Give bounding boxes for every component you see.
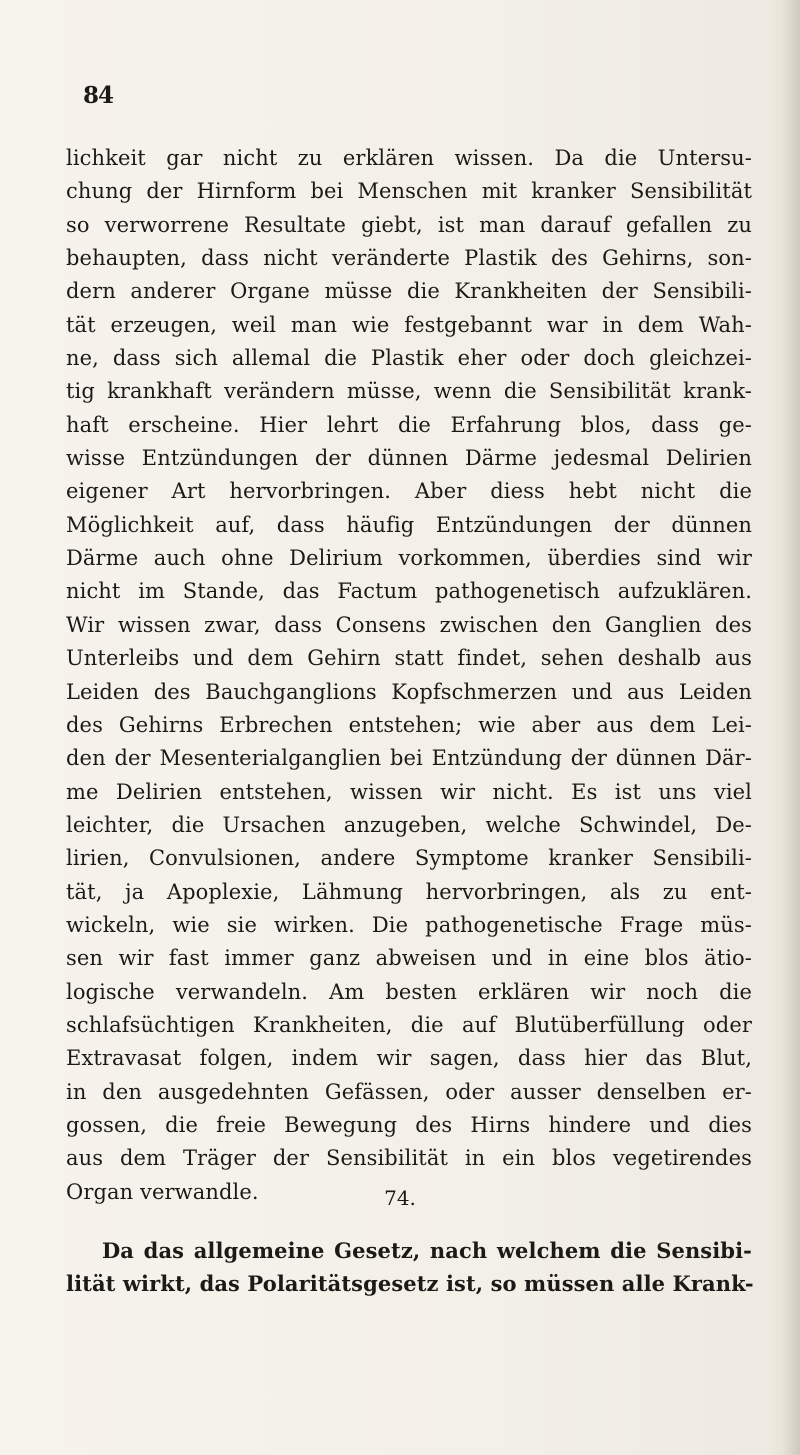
- paragraph: [66, 142, 752, 1209]
- text-line: dern anderer Organe müsse die Krankheiten der Sensibili-: [66, 279, 752, 304]
- text-line: so verworrene Resultate giebt, ist man darauf gefallen zu: [66, 212, 752, 237]
- text-line: Wir wissen zwar, dass Consens zwischen den Ganglien des: [66, 612, 752, 637]
- text-line: gossen, die freie Bewegung des Hirns hindere und dies: [66, 1112, 752, 1137]
- text-line: Därme auch ohne Delirium vorkommen, überdies sind wir: [66, 546, 752, 571]
- text-line: haft erscheine. Hier lehrt die Erfahrung blos, dass ge-: [66, 412, 752, 437]
- text-line: Da das allgemeine Gesetz, nach welchem die Sensibi-: [102, 1238, 752, 1263]
- section-paragraph: [66, 1234, 752, 1301]
- section-number: 74.: [384, 1186, 416, 1210]
- text-line: nicht im Stande, das Factum pathogenetisch aufzuklären.: [66, 579, 752, 604]
- text-line: me Delirien entstehen, wissen wir nicht. Es ist uns viel: [66, 779, 752, 804]
- text-line: schlafsüchtigen Krankheiten, die auf Blutüberfüllung oder: [66, 1012, 752, 1037]
- text-line: den der Mesenterialganglien bei Entzündung der dünnen Där-: [66, 746, 752, 771]
- text-line: leichter, die Ursachen anzugeben, welche Schwindel, De-: [66, 812, 752, 837]
- text-line: Organ verwandle.: [66, 1179, 259, 1204]
- text-line: Extravasat folgen, indem wir sagen, dass hier das Blut,: [66, 1046, 752, 1071]
- text-line: in den ausgedehnten Gefässen, oder ausser denselben er-: [66, 1079, 752, 1104]
- text-line: lität wirkt, das Polaritätsgesetz ist, so müssen alle Krank-: [66, 1271, 754, 1297]
- text-line: des Gehirns Erbrechen entstehen; wie aber aus dem Lei-: [66, 712, 752, 737]
- text-line: tig krankhaft verändern müsse, wenn die Sensibilität krank-: [66, 379, 752, 404]
- text-line: wickeln, wie sie wirken. Die pathogenetische Frage müs-: [66, 912, 752, 937]
- text-line: ne, dass sich allemal die Plastik eher oder doch gleichzei-: [66, 346, 752, 371]
- text-line: behaupten, dass nicht veränderte Plastik des Gehirns, son-: [66, 246, 752, 271]
- text-line: sen wir fast immer ganz abweisen und in eine blos ätio-: [66, 946, 752, 971]
- text-line: Möglichkeit auf, dass häufig Entzündungen der dünnen: [66, 512, 752, 537]
- text-line: Unterleibs und dem Gehirn statt findet, sehen deshalb aus: [66, 646, 752, 671]
- text-line: tät erzeugen, weil man wie festgebannt war in dem Wah-: [66, 312, 752, 337]
- page-number: 84: [83, 82, 114, 109]
- text-line: Leiden des Bauchganglions Kopfschmerzen und aus Leiden: [66, 679, 752, 704]
- text-line: wisse Entzündungen der dünnen Därme jedesmal Delirien: [66, 446, 752, 471]
- text-line: chung der Hirnform bei Menschen mit kranker Sensibilität: [66, 179, 752, 204]
- text-line: lirien, Convulsionen, andere Symptome kranker Sensibili-: [66, 846, 752, 871]
- text-line: tät, ja Apoplexie, Lähmung hervorbringen, als zu ent-: [66, 879, 752, 904]
- text-line: aus dem Träger der Sensibilität in ein blos vegetirendes: [66, 1146, 752, 1171]
- page-edge-shadow: [782, 0, 800, 1455]
- text-line: logische verwandeln. Am besten erklären wir noch die: [66, 979, 752, 1004]
- text-line: eigener Art hervorbringen. Aber diess hebt nicht die: [66, 479, 752, 504]
- text-line: lichkeit gar nicht zu erklären wissen. Da die Untersu-: [66, 146, 752, 170]
